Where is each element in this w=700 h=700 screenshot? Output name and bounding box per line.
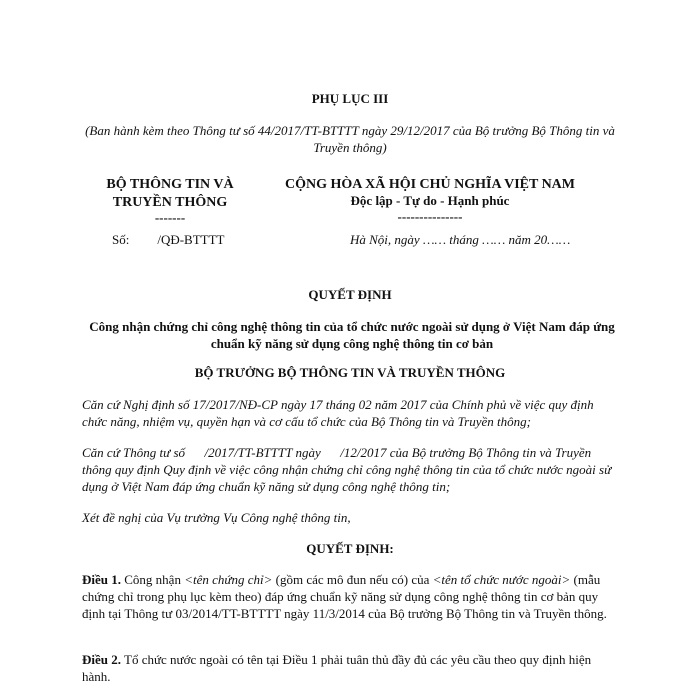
legal-basis-2: Căn cứ Thông tư số /2017/TT-BTTTT ngày /12/2017 của Bộ trưởng Bộ Thông tin và Truyền thông quy định Quy định về việc công nhận chứng chỉ công nghệ thông tin của tổ chức nước ngoài sử dụng ở Việt Nam đáp ứng chuẩn kỹ năng sử dụng công nghệ thông tin; <box>82 445 615 494</box>
document-number <box>112 231 225 248</box>
decision-heading: QUYẾT ĐỊNH <box>308 287 392 302</box>
article-1-text-c: (mẫu chứng chỉ trong phụ lục kèm theo) đáp ứng chuẩn kỹ năng sử dụng công nghệ thông tin cơ bản quy định tại Thông tư 03/2014/TT-BTTTT ngày 11/3/2014 của Bộ trưởng Bộ Thông tin và Truyền thông. <box>82 572 607 621</box>
appendix-title: PHỤ LỤC III <box>311 91 389 106</box>
issuing-authority: BỘ TRƯỞNG BỘ THÔNG TIN VÀ TRUYỀN THÔNG <box>194 365 506 380</box>
article-1-label: Điều 1. <box>82 572 121 587</box>
national-motto: Độc lập - Tự do - Hạnh phúc <box>350 193 510 208</box>
article-2-label: Điều 2. <box>82 652 121 667</box>
article-1-text-b: (gồm các mô đun nếu có) của <box>272 572 433 587</box>
left-separator: ------- <box>154 210 186 225</box>
article-1-certificate-placeholder: <tên chứng chỉ> <box>184 572 273 587</box>
right-separator: --------------- <box>397 209 463 224</box>
document-number-label: Số: <box>112 232 130 247</box>
article-2-text: Tổ chức nước ngoài có tên tại Điều 1 phải tuân thủ đầy đủ các yêu cầu theo quy định hiện hành. <box>82 652 592 684</box>
article-1-text-a: Công nhận <box>121 572 185 587</box>
article-1-organization-placeholder: <tên tổ chức nước ngoài> <box>432 572 571 587</box>
national-title: CỘNG HÒA XÃ HỘI CHỦ NGHĨA VIỆT NAM <box>284 177 575 192</box>
issuing-organization: BỘ THÔNG TIN VÀ TRUYỀN THÔNG <box>106 177 234 210</box>
appendix-subtitle: (Ban hành kèm theo Thông tư số 44/2017/TT-BTTTT ngày 29/12/2017 của Bộ trưởng Bộ Thông tin và Truyền thông) <box>85 123 615 155</box>
place-date: Hà Nội, ngày …… tháng …… năm 20…… <box>350 232 571 247</box>
article-1 <box>82 571 622 622</box>
legal-basis-1: Căn cứ Nghị định số 17/2017/NĐ-CP ngày 17 tháng 02 năm 2017 của Chính phủ về việc quy định chức năng, nhiệm vụ, quyền hạn và cơ cấu tổ chức của Bộ Thông tin và Truyền thông; <box>82 397 594 429</box>
document-number-value: /QĐ-BTTTT <box>157 232 225 247</box>
decision-subject: Công nhận chứng chỉ công nghệ thông tin của tổ chức nước ngoài sử dụng ở Việt Nam đáp ứng chuẩn kỹ năng sử dụng công nghệ thông tin cơ bản <box>89 319 615 351</box>
decides-heading: QUYẾT ĐỊNH: <box>306 541 394 556</box>
legal-basis-3: Xét đề nghị của Vụ trưởng Vụ Công nghệ thông tin, <box>82 510 351 525</box>
article-2 <box>82 651 622 685</box>
